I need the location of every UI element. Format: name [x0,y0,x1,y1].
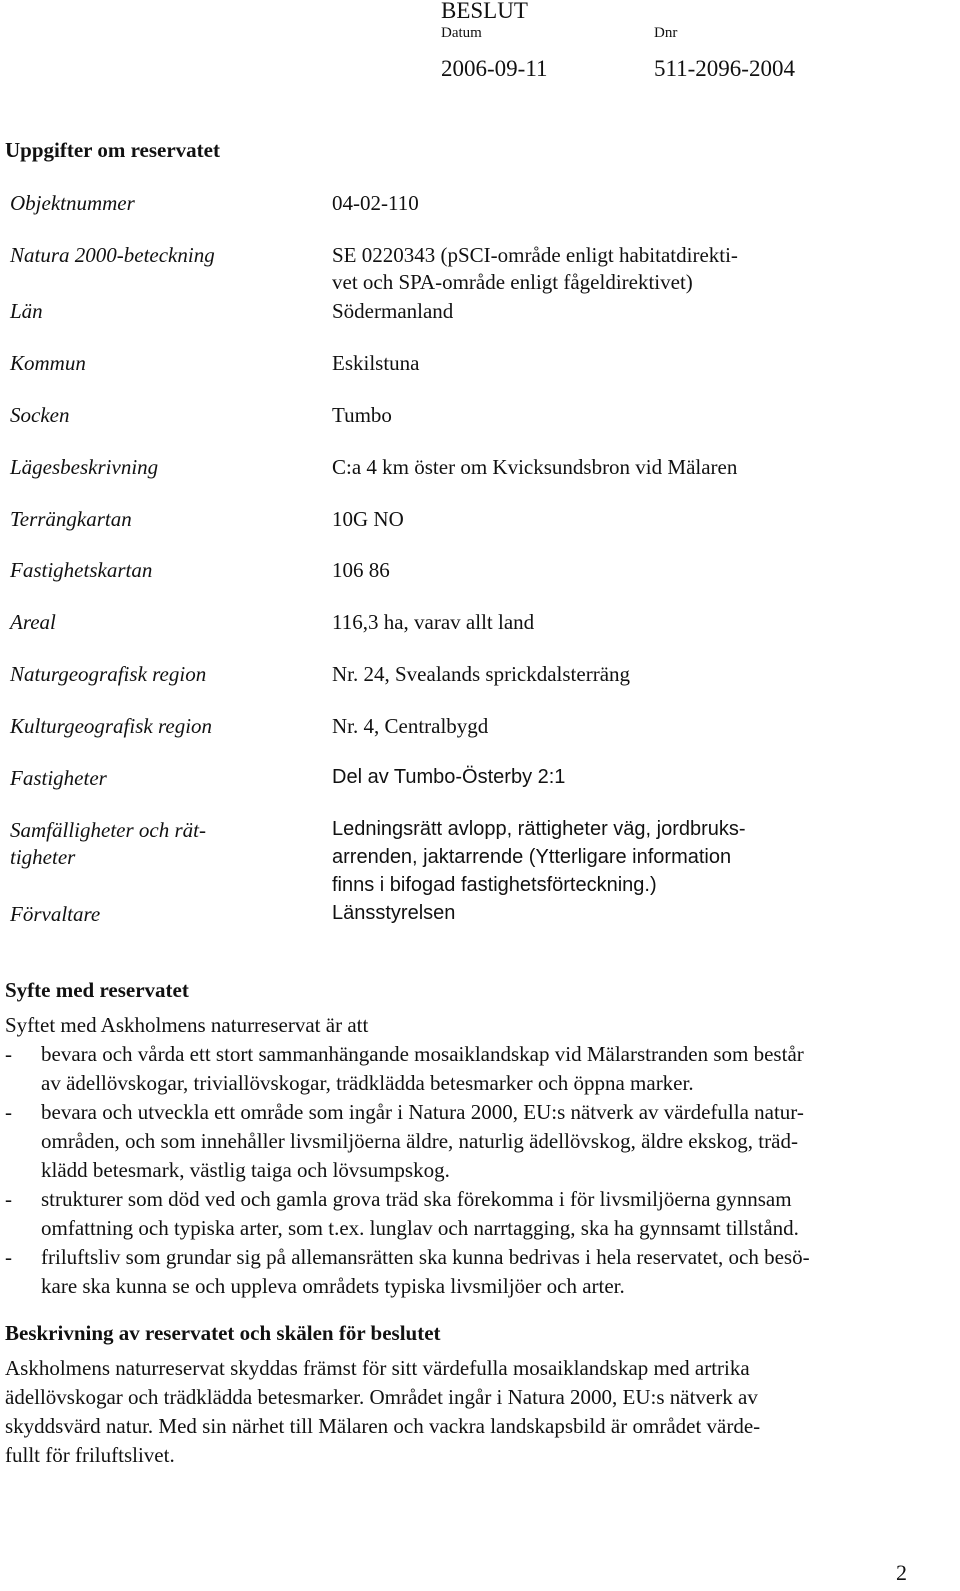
list-item [5,1185,945,1243]
bullet-dash: - [5,1042,12,1066]
value-natura2000-line2: vet och SPA-område enligt fågeldirektivet) [332,270,693,294]
label-fastighetskartan: Fastighetskartan [10,558,153,582]
label-kommun: Kommun [10,351,86,375]
value-natura2000-line1: SE 0220343 (pSCI-område enligt habitatdirekti- [332,243,738,267]
bullet-dash: - [5,1245,12,1269]
value-kulturgeografisk-region: Nr. 4, Centralbygd [332,714,489,738]
value-samfalligheter-line2: arrenden, jaktarrende (Ytterligare information [332,846,732,868]
value-socken: Tumbo [332,403,392,427]
paragraph-line: Askholmens naturreservat skyddas främst för sitt värdefulla mosaiklandskap med artrika [5,1356,750,1380]
value-lan: Södermanland [332,299,454,323]
bullet-dash: - [5,1187,12,1211]
dnr-label: Dnr [654,25,678,41]
bullet-line: bevara och vårda ett stort sammanhängande mosaiklandskap vid Mälarstranden som består [41,1042,804,1066]
value-fastigheter: Del av Tumbo-Österby 2:1 [332,766,566,788]
bullet-line: friluftsliv som grundar sig på allemansrätten ska kunna bedrivas i hela reservatet, och besö- [41,1245,810,1269]
label-fastigheter: Fastigheter [10,766,107,790]
list-item [5,1040,945,1098]
label-kulturgeografisk-region: Kulturgeografisk region [10,714,213,738]
bullet-line: strukturer som död ved och gamla grova träd ska förekomma i för livsmiljöerna gynnsam [41,1187,792,1211]
bullet-line: kare ska kunna se och uppleva områdets typiska livsmiljöer och arter. [41,1274,625,1298]
label-forvaltare: Förvaltare [10,902,101,926]
value-terrangkartan: 10G NO [332,507,404,531]
section-heading-beskrivning: Beskrivning av reservatet och skälen för beslutet [5,1321,441,1345]
value-objektnummer: 04-02-110 [332,191,419,215]
label-areal: Areal [10,610,56,634]
page-number: 2 [896,1560,907,1585]
document-type: BESLUT [441,0,528,23]
beskrivning-paragraph [5,1354,945,1470]
section-heading-uppgifter: Uppgifter om reservatet [5,138,220,162]
label-naturgeografisk-region: Naturgeografisk region [10,662,207,686]
value-forvaltare: Länsstyrelsen [332,902,456,924]
document-dnr: 511-2096-2004 [654,56,795,81]
syfte-intro: Syftet med Askholmens naturreservat är att [5,1013,369,1037]
value-naturgeografisk-region: Nr. 24, Svealands sprickdalsterräng [332,662,631,686]
list-item [5,1098,945,1185]
bullet-line: omfattning och typiska arter, som t.ex. lunglav och narrtagging, ska ha gynnsamt tillstånd. [41,1216,799,1240]
label-samfalligheter-line1: Samfälligheter och rät- [10,818,206,842]
bullet-line: områden, och som innehåller livsmiljöerna äldre, naturlig ädellövskog, äldre ekskog, träd- [41,1129,798,1153]
value-areal: 116,3 ha, varav allt land [332,610,535,634]
bullet-dash: - [5,1100,12,1124]
section-heading-syfte: Syfte med reservatet [5,978,189,1002]
bullet-line: av ädellövskogar, triviallövskogar, trädklädda betesmarker och öppna marker. [41,1071,694,1095]
label-samfalligheter-line2: tigheter [10,845,76,869]
date-label: Datum [441,25,482,41]
value-kommun: Eskilstuna [332,351,420,375]
paragraph-line: skyddsvärd natur. Med sin närhet till Mälaren och vackra landskapsbild är området värde- [5,1414,761,1438]
value-samfalligheter-line1: Ledningsrätt avlopp, rättigheter väg, jordbruks- [332,818,746,840]
label-natura2000: Natura 2000-beteckning [10,243,215,267]
syfte-section [5,1011,945,1301]
bullet-line: bevara och utveckla ett område som ingår i Natura 2000, EU:s nätverk av värdefulla natur- [41,1100,804,1124]
label-socken: Socken [10,403,70,427]
label-objektnummer: Objektnummer [10,191,135,215]
document-date: 2006-09-11 [441,56,548,81]
list-item [5,1243,945,1301]
label-terrangkartan: Terrängkartan [10,507,132,531]
value-samfalligheter-line3: finns i bifogad fastighetsförteckning.) [332,874,657,896]
value-lagesbeskrivning: C:a 4 km öster om Kvicksundsbron vid Mälaren [332,455,738,479]
paragraph-line: ädellövskogar och trädklädda betesmarker. Området ingår i Natura 2000, EU:s nätverk av [5,1385,758,1409]
paragraph-line: fullt för friluftslivet. [5,1443,175,1467]
bullet-line: klädd betesmark, västlig taiga och lövsumpskog. [41,1158,450,1182]
label-lagesbeskrivning: Lägesbeskrivning [10,455,159,479]
label-lan: Län [10,299,43,323]
value-fastighetskartan: 106 86 [332,558,390,582]
